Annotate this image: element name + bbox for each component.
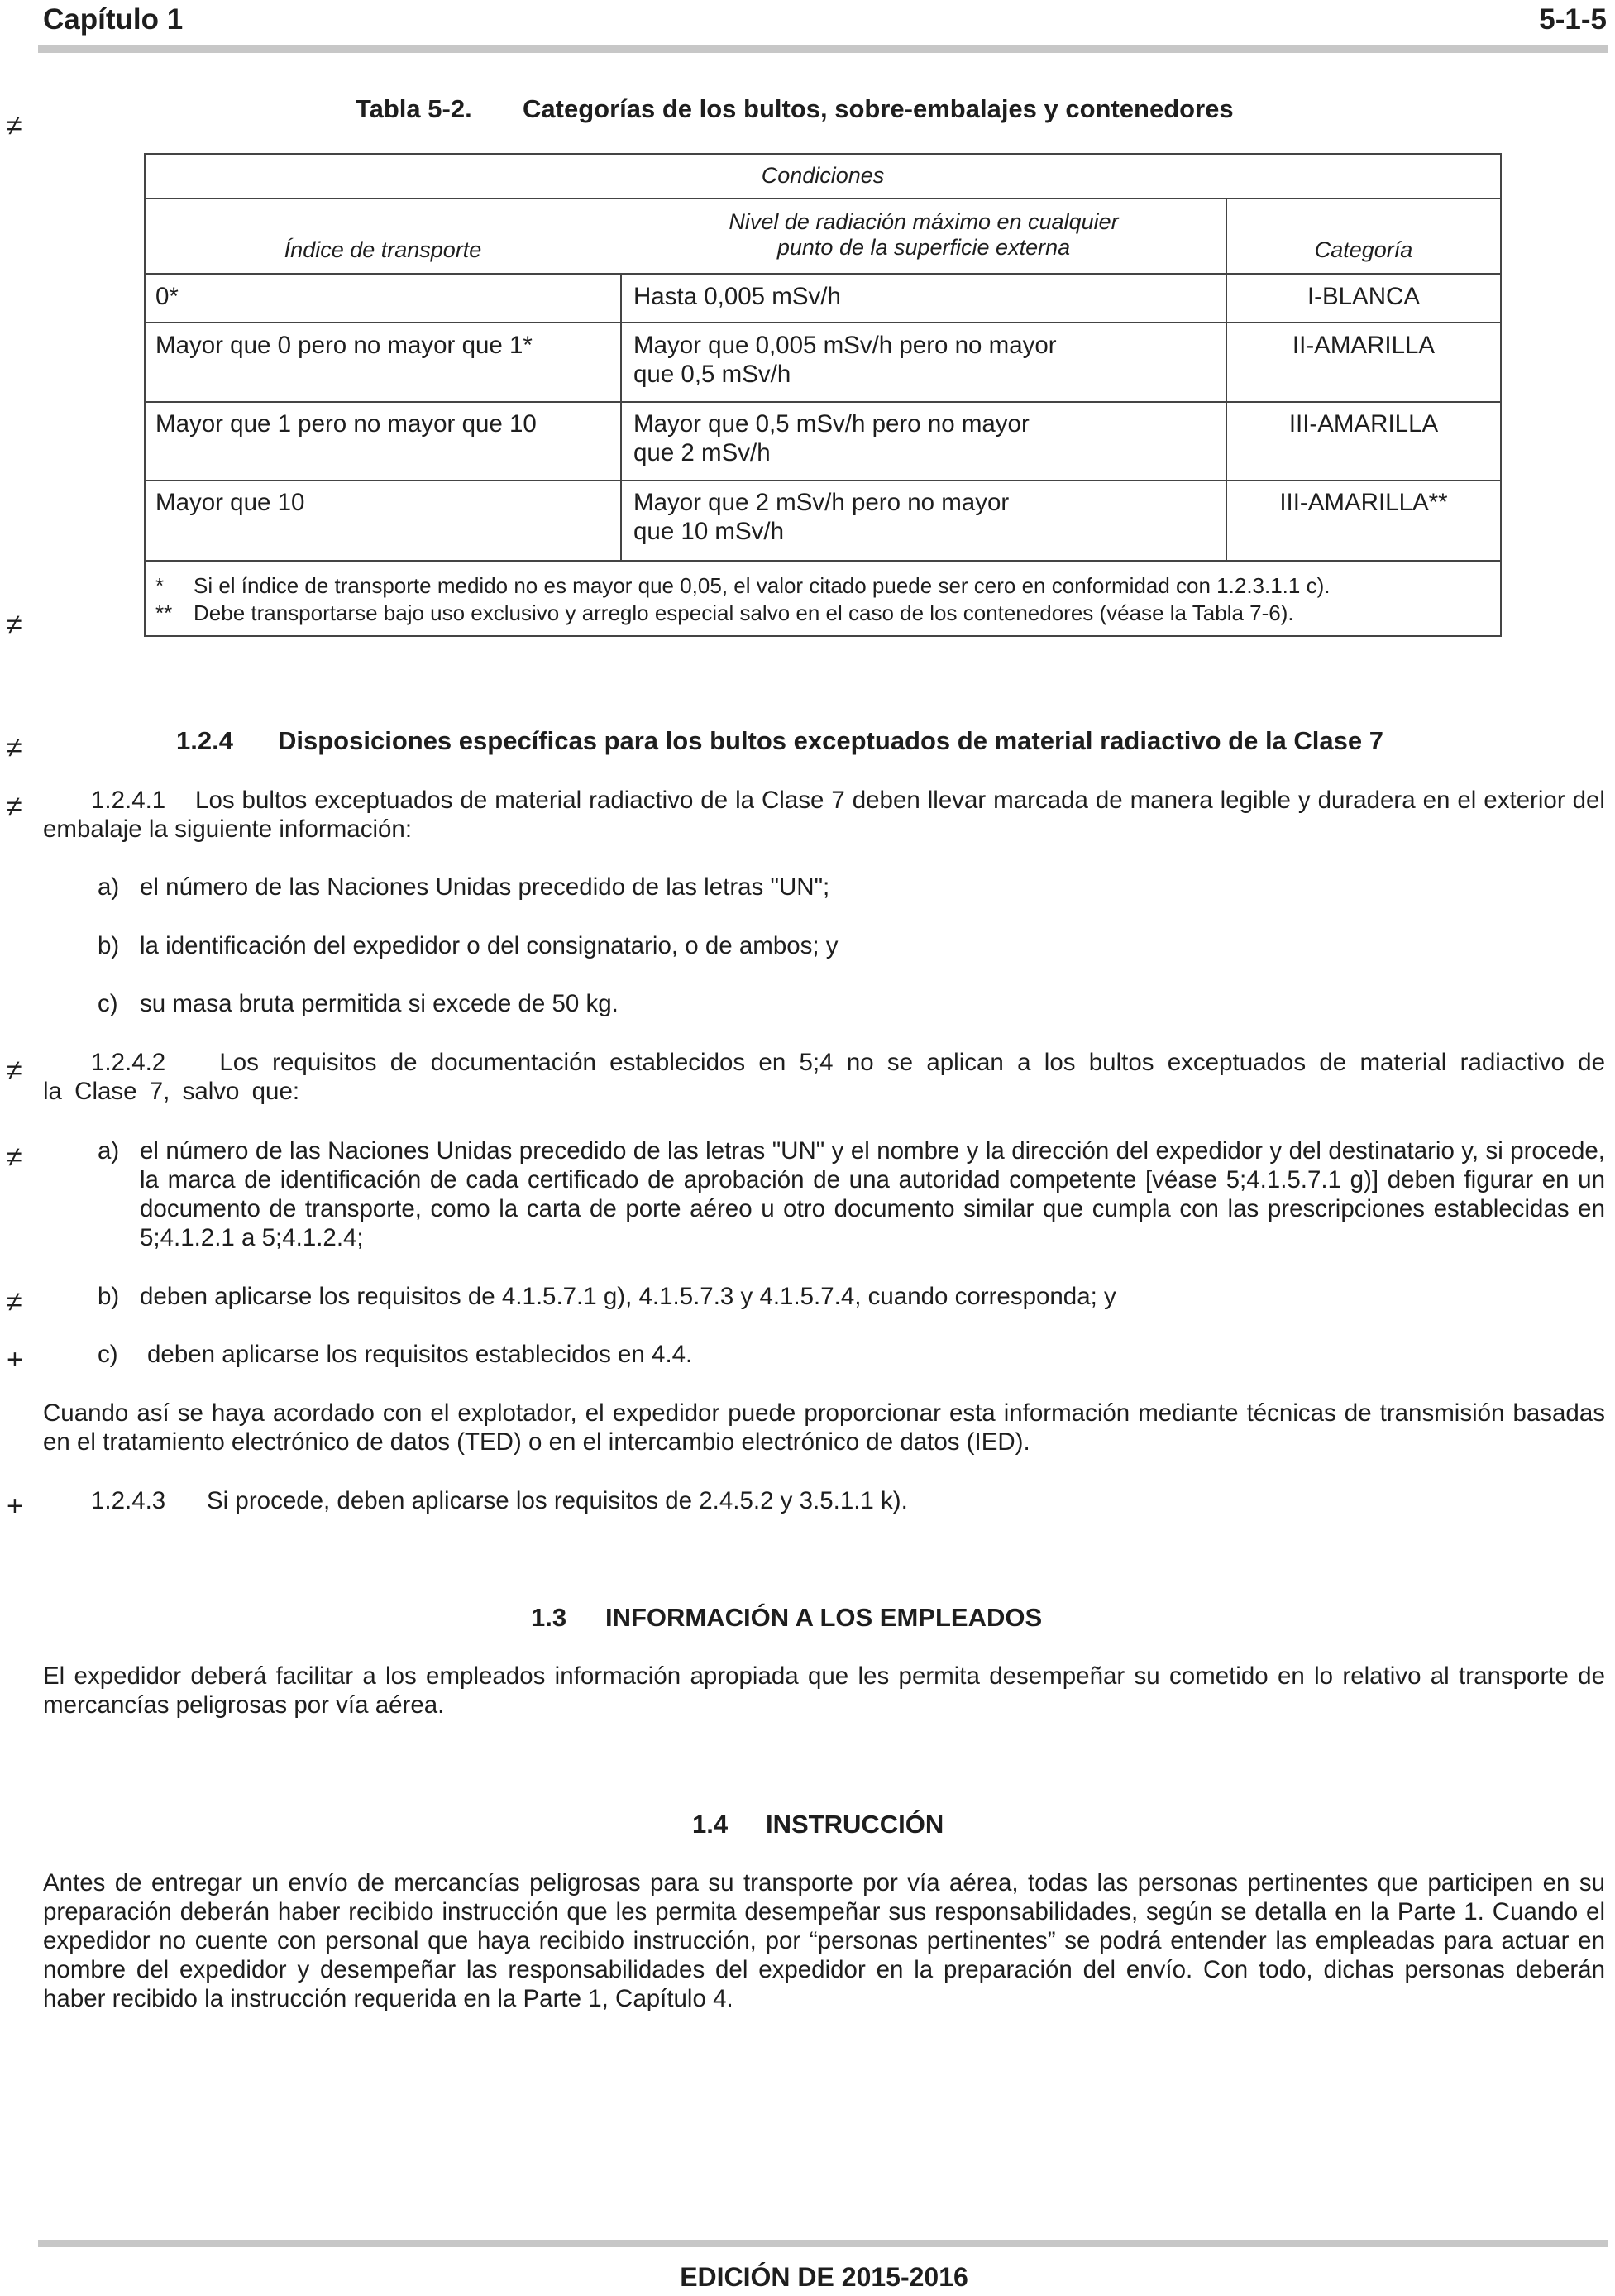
addition-mark: + <box>7 1344 23 1375</box>
paragraph-1-2-4-1 <box>43 786 1605 844</box>
chapter-title: Capítulo 1 <box>43 3 184 36</box>
paragraph-text: Los requisitos de documentación establecidos en 5;4 no se aplican a los bultos exceptuados de material radiactivo de la Clase 7, salvo que: <box>43 1049 1605 1105</box>
paragraph-1-2-4-3: Si procede, deben aplicarse los requisitos de 2.4.5.2 y 3.5.1.1 k). <box>207 1487 908 1514</box>
section-number: 1.2.4 <box>176 726 233 755</box>
section-title: INSTRUCCIÓN <box>766 1810 944 1839</box>
paragraph-ted-ied: Cuando así se haya acordado con el explotador, el expedidor puede proporcionar esta información mediante técnicas de transmisión basadas en el tratamiento electrónico de datos (TED) o en el intercambio electrónico de datos (IED). <box>43 1399 1605 1456</box>
list-item-label: a) <box>98 873 120 901</box>
table-cell-category: I-BLANCA <box>1307 283 1421 310</box>
header-rule <box>38 45 1608 53</box>
list-item: el número de las Naciones Unidas precedido de las letras "UN" y el nombre y la dirección del expedidor y del destinatario y, si procede, la marca de identificación de cada certificado de aprobación de una autoridad competente [véase 5;4.1.5.7.1 g)] deben figurar en un documento de transporte, como la carta de porte aéreo u otro documento similar que cumpla con las prescripciones establecidas en 5;4.1.2.1 a 5;4.1.2.4; <box>140 1137 1605 1251</box>
section-number: 1.4 <box>692 1810 729 1839</box>
list-item: deben aplicarse los requisitos establecidos en 4.4. <box>147 1341 693 1368</box>
page-reference: 5-1-5 <box>1539 3 1607 36</box>
change-mark: ≠ <box>7 110 22 141</box>
table-rule <box>146 480 1500 481</box>
paragraph-number: 1.2.4.2 <box>91 1049 166 1076</box>
table-rule <box>146 401 1500 403</box>
table-caption-title: Categorías de los bultos, sobre-embalajes y contenedores <box>523 94 1234 123</box>
section-title: INFORMACIÓN A LOS EMPLEADOS <box>605 1603 1043 1632</box>
table-cell-level <box>633 488 1009 546</box>
change-mark: ≠ <box>7 732 22 763</box>
addition-mark: + <box>7 1490 23 1522</box>
table-cell-category: III-AMARILLA <box>1288 410 1439 438</box>
list-item-label: a) <box>98 1137 120 1165</box>
radiation-level-header-line: Nivel de radiación máximo en cualquier <box>729 209 1119 234</box>
categories-table <box>144 153 1502 637</box>
table-cell-index: 0* <box>155 283 179 310</box>
list-item-label: c) <box>98 1341 118 1368</box>
table-column-rule <box>620 273 622 560</box>
conditions-header: Condiciones <box>761 163 885 188</box>
footer-rule <box>38 2240 1608 2247</box>
list-item: la identificación del expedidor o del consignatario, o de ambos; y <box>140 932 839 959</box>
table-caption-number: Tabla 5-2. <box>356 94 472 123</box>
table-cell-level <box>633 409 1030 467</box>
category-header: Categoría <box>1314 237 1413 262</box>
edition-footer: EDICIÓN DE 2015-2016 <box>680 2262 968 2292</box>
table-cell-category: III-AMARILLA** <box>1279 489 1448 516</box>
table-note-mark: * <box>155 573 165 598</box>
table-cell-level-line: Mayor que 0,005 mSv/h pero no mayor <box>633 332 1057 359</box>
table-cell-level: Hasta 0,005 mSv/h <box>633 283 841 310</box>
table-note: Debe transportarse bajo uso exclusivo y arreglo especial salvo en el caso de los contenedores (véase la Tabla 7-6). <box>194 600 1294 625</box>
section-number: 1.3 <box>531 1603 567 1632</box>
table-cell-index: Mayor que 0 pero no mayor que 1* <box>155 332 533 359</box>
table-cell-category: II-AMARILLA <box>1292 332 1436 359</box>
table-rule <box>146 322 1500 323</box>
change-mark: ≠ <box>7 791 22 822</box>
table-cell-level-line: Mayor que 2 mSv/h pero no mayor <box>633 489 1010 516</box>
table-cell-index: Mayor que 1 pero no mayor que 10 <box>155 410 537 438</box>
change-mark: ≠ <box>7 609 22 640</box>
section-title: Disposiciones específicas para los bultos exceptuados de material radiactivo de la Clase 7 <box>278 726 1383 755</box>
list-item: su masa bruta permitida si excede de 50 kg. <box>140 990 619 1017</box>
list-item-label: b) <box>98 1283 120 1310</box>
list-item: el número de las Naciones Unidas precedido de las letras "UN"; <box>140 873 830 901</box>
paragraph-number: 1.2.4.1 <box>91 787 166 814</box>
change-mark: ≠ <box>7 1055 22 1086</box>
table-cell-level-line: que 0,5 mSv/h <box>633 361 791 388</box>
paragraph-number: 1.2.4.3 <box>91 1487 166 1514</box>
radiation-level-header <box>622 209 1226 261</box>
table-rule <box>146 560 1500 562</box>
change-mark: ≠ <box>7 1286 22 1318</box>
list-item: deben aplicarse los requisitos de 4.1.5.7.1 g), 4.1.5.7.3 y 4.1.5.7.4, cuando corresponda; y <box>140 1283 1116 1310</box>
table-cell-level-line: que 10 mSv/h <box>633 518 785 545</box>
table-cell-index: Mayor que 10 <box>155 489 305 516</box>
paragraph-text: Los bultos exceptuados de material radiactivo de la Clase 7 deben llevar marcada de manera legible y duradera en el exterior del embalaje la siguiente información: <box>43 787 1605 843</box>
paragraph-1-2-4-2 <box>43 1048 1605 1106</box>
table-cell-level <box>633 331 1057 389</box>
table-cell-level-line: que 2 mSv/h <box>633 439 771 466</box>
list-item-label: c) <box>98 990 118 1017</box>
table-note: Si el índice de transporte medido no es mayor que 0,05, el valor citado puede ser cero en conformidad con 1.2.3.1.1 c). <box>194 573 1331 598</box>
list-item-label: b) <box>98 932 120 959</box>
table-rule <box>146 198 1500 199</box>
change-mark: ≠ <box>7 1141 22 1173</box>
radiation-level-header-line: punto de la superficie externa <box>776 235 1071 260</box>
table-cell-level-line: Mayor que 0,5 mSv/h pero no mayor <box>633 410 1030 438</box>
table-note-mark: ** <box>155 600 173 625</box>
section-text: El expedidor deberá facilitar a los empleados información apropiada que les permita desempeñar su cometido en lo relativo al transporte de mercancías peligrosas por vía aérea. <box>43 1662 1605 1719</box>
section-text: Antes de entregar un envío de mercancías peligrosas para su transporte por vía aérea, todas las personas pertinentes que participen en su preparación deberán haber recibido instrucción que les permita desempeñar sus responsabilidades, según se detalla en la Parte 1. Cuando el expedidor no cuente con personal que haya recibido instrucción, por “personas pertinentes” se podrá entender las empleadas para actuar en nombre del expedidor y desempeñar las responsabilidades del expedidor en la preparación del envío. Con todo, dichas personas deberán haber recibido la instrucción requerida en la Parte 1, Capítulo 4. <box>43 1869 1605 2012</box>
table-rule <box>146 273 1500 275</box>
transport-index-header: Índice de transporte <box>284 237 482 262</box>
